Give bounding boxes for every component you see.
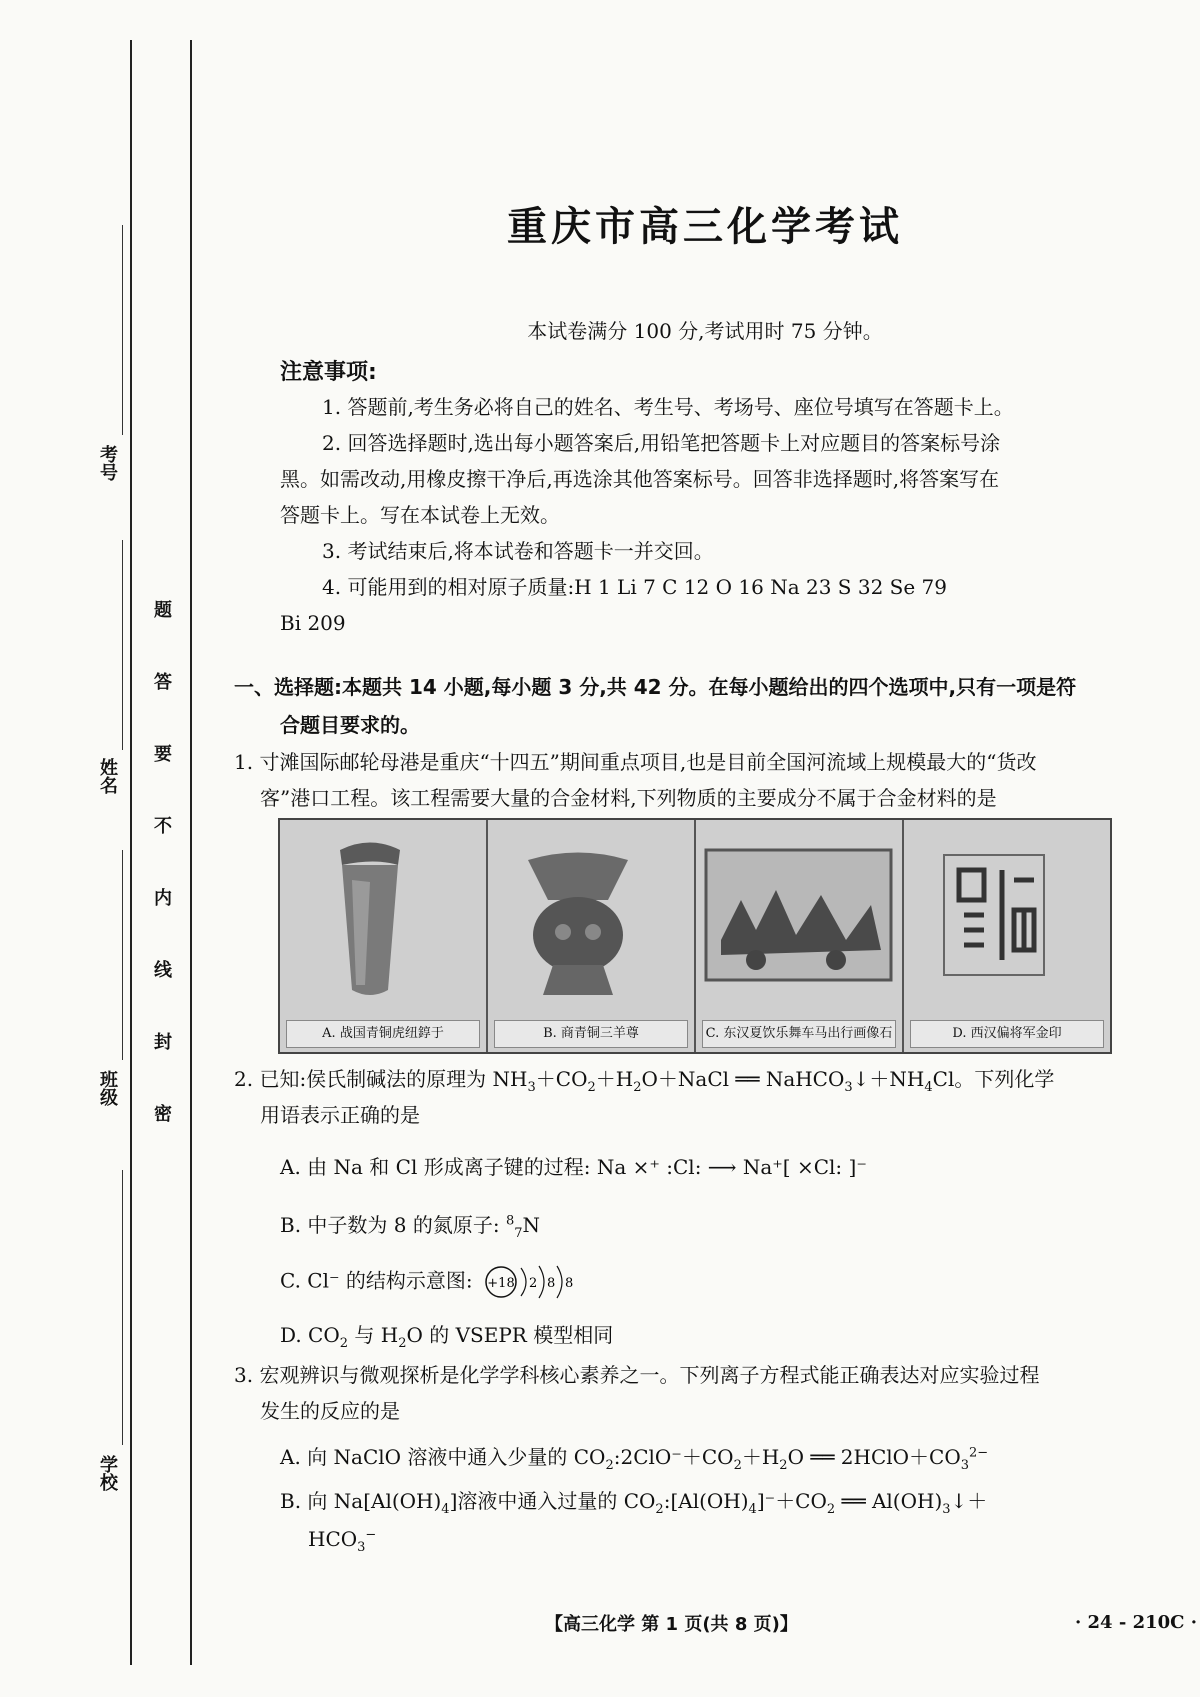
electron-dot-formula: Na ×⁺ :Cl: ⟶ Na⁺[ ×Cl: ]⁻: [596, 1155, 867, 1179]
page-footer: 【高三化学 第 1 页(共 8 页)】: [545, 1614, 798, 1635]
option-c-panel: [696, 820, 904, 1052]
page-title: 重庆市高三化学考试: [507, 204, 903, 250]
seal-char: 封: [154, 1032, 172, 1053]
question-2-intro-end: 。下列化学: [954, 1067, 1055, 1091]
option-a-equation: $2ClO^-+CO_2+H_2O$ ══ $2HClO+CO_3^{2-}$: [620, 1445, 989, 1473]
notice-line: 4. 可能用到的相对原子质量:H 1 Li 7 C 12 O 16 Na 23 S 32 Se 79: [322, 575, 947, 599]
question-3-stem: 发生的反应的是: [260, 1399, 400, 1423]
option-d-text-3: O 的 VSEPR 模型相同: [406, 1323, 614, 1347]
section-heading: 合题目要求的。: [280, 713, 420, 737]
bronze-zun-image: [488, 820, 668, 1020]
label-class: 班级: [97, 1070, 118, 1106]
question-2-option-a: [280, 1150, 867, 1184]
solvay-equation: $NH_3+CO_2+H_2O+NaCl$ ══ $NaHCO_3↓+NH_4Cl$: [492, 1067, 955, 1095]
paper-code: · 24 - 210C ·: [1075, 1612, 1198, 1633]
question-2-option-d: D. $CO_2$ 与 $H_2O$ 的 VSEPR 模型相同: [280, 1323, 614, 1351]
question-3-option-b: B. 向 $Na[Al(OH)_4]$溶液中通入过量的 $CO_2:[Al(OH)_4]^-+CO_2$ ══ $Al(OH)_3↓+$: [280, 1489, 988, 1517]
class-line: [122, 850, 123, 1060]
option-b-text: B. 中子数为 8 的氮原子:: [280, 1213, 500, 1237]
notice-line: 2. 回答选择题时,选出每小题答案后,用铅笔把答题卡上对应题目的答案标号涂: [322, 431, 1001, 455]
seal-char: 线: [154, 960, 172, 981]
option-a-text: A. 向 NaClO 溶液中通入少量的 CO: [280, 1445, 606, 1469]
svg-text:2: 2: [529, 1276, 538, 1291]
seal-char: 要: [154, 744, 172, 765]
option-d-text-1: D. CO: [280, 1323, 340, 1347]
option-d-panel: [904, 820, 1110, 1052]
svg-text:8: 8: [565, 1276, 574, 1291]
label-exam-number: 考号: [97, 445, 118, 481]
option-b-caption: B. 商青铜三羊尊: [494, 1020, 688, 1048]
svg-text:+18: +18: [487, 1276, 515, 1291]
question-2-stem: [234, 1062, 1054, 1096]
question-2-option-b: [280, 1208, 540, 1242]
option-c-caption: C. 东汉夏饮乐舞车马出行画像石: [702, 1020, 896, 1048]
option-a-panel: [280, 820, 488, 1052]
option-b-text-2: ]溶液中通入过量的 CO: [449, 1489, 656, 1513]
question-1-stem: 1. 寸滩国际邮轮母港是重庆“十四五”期间重点项目,也是目前全国河流域上规模最大的“货改: [234, 750, 1037, 774]
option-c-text: C. Cl⁻ 的结构示意图:: [280, 1268, 473, 1293]
school-line: [122, 1170, 123, 1445]
question-2-intro: 2. 已知:侯氏制碱法的原理为: [234, 1067, 487, 1091]
stone-relief-image: [696, 820, 896, 1020]
seal-char: 题: [154, 600, 172, 621]
notice-line: 3. 考试结束后,将本试卷和答题卡一并交回。: [322, 539, 714, 563]
question-2-option-c: [280, 1262, 589, 1302]
question-3-option-b-cont: $HCO_3^-$: [308, 1527, 377, 1555]
option-a-caption: A. 战国青铜虎纽錞于: [286, 1020, 480, 1048]
notice-line: 1. 答题前,考生务必将自己的姓名、考生号、考场号、座位号填写在答题卡上。: [322, 395, 1014, 419]
nitrogen-isotope: $^8_7$N: [505, 1213, 541, 1241]
label-name: 姓名: [97, 758, 118, 794]
seal-char: 内: [154, 888, 172, 909]
notice-line: 黑。如需改动,用橡皮擦干净后,再选涂其他答案标号。回答非选择题时,将答案写在: [280, 467, 1000, 491]
bronze-chunyu-image: [280, 820, 460, 1020]
seal-char: 不: [154, 816, 172, 837]
name-line: [122, 540, 123, 750]
option-b-equation: $[Al(OH)_4]^-+CO_2$ ══ $Al(OH)_3↓+$: [670, 1489, 988, 1517]
question-2-stem: 用语表示正确的是: [260, 1103, 420, 1127]
margin-line-outer: [130, 40, 132, 1665]
option-d-caption: D. 西汉偏将军金印: [910, 1020, 1104, 1048]
label-school: 学校: [97, 1455, 118, 1491]
question-3-stem: 3. 宏观辨识与微观探析是化学学科核心素养之一。下列离子方程式能正确表达对应实验过程: [234, 1363, 1040, 1387]
option-b-panel: [488, 820, 696, 1052]
section-heading: 一、选择题:本题共 14 小题,每小题 3 分,共 42 分。在每小题给出的四个选项中,只有一项是符: [234, 675, 1077, 699]
seal-char: 密: [154, 1104, 172, 1125]
exam-info: 本试卷满分 100 分,考试用时 75 分钟。: [527, 319, 883, 343]
option-b-text-1: B. 向 Na[Al(OH): [280, 1489, 442, 1513]
option-d-text-2: 与 H: [354, 1323, 399, 1347]
question-3-option-a: A. 向 NaClO 溶液中通入少量的 $CO_2:2ClO^-+CO_2+H_2O$ ══ $2HClO+CO_3^{2-}$: [280, 1445, 989, 1473]
option-b-line2: HCO: [308, 1527, 358, 1551]
seal-char: 答: [154, 672, 172, 693]
notice-line: Bi 209: [280, 611, 346, 635]
notice-heading: 注意事项:: [280, 360, 377, 385]
option-a-text: A. 由 Na 和 Cl 形成离子键的过程:: [280, 1155, 591, 1179]
gold-seal-image: [904, 820, 1084, 1020]
ion-structure-diagram: [479, 1262, 589, 1302]
margin-line-inner: [190, 40, 192, 1665]
question-1-stem: 客”港口工程。该工程需要大量的合金材料,下列物质的主要成分不属于合金材料的是: [260, 786, 997, 810]
notice-line: 答题卡上。写在本试卷上无效。: [280, 503, 560, 527]
svg-text:8: 8: [547, 1276, 556, 1291]
question-1-figure: [278, 818, 1112, 1054]
